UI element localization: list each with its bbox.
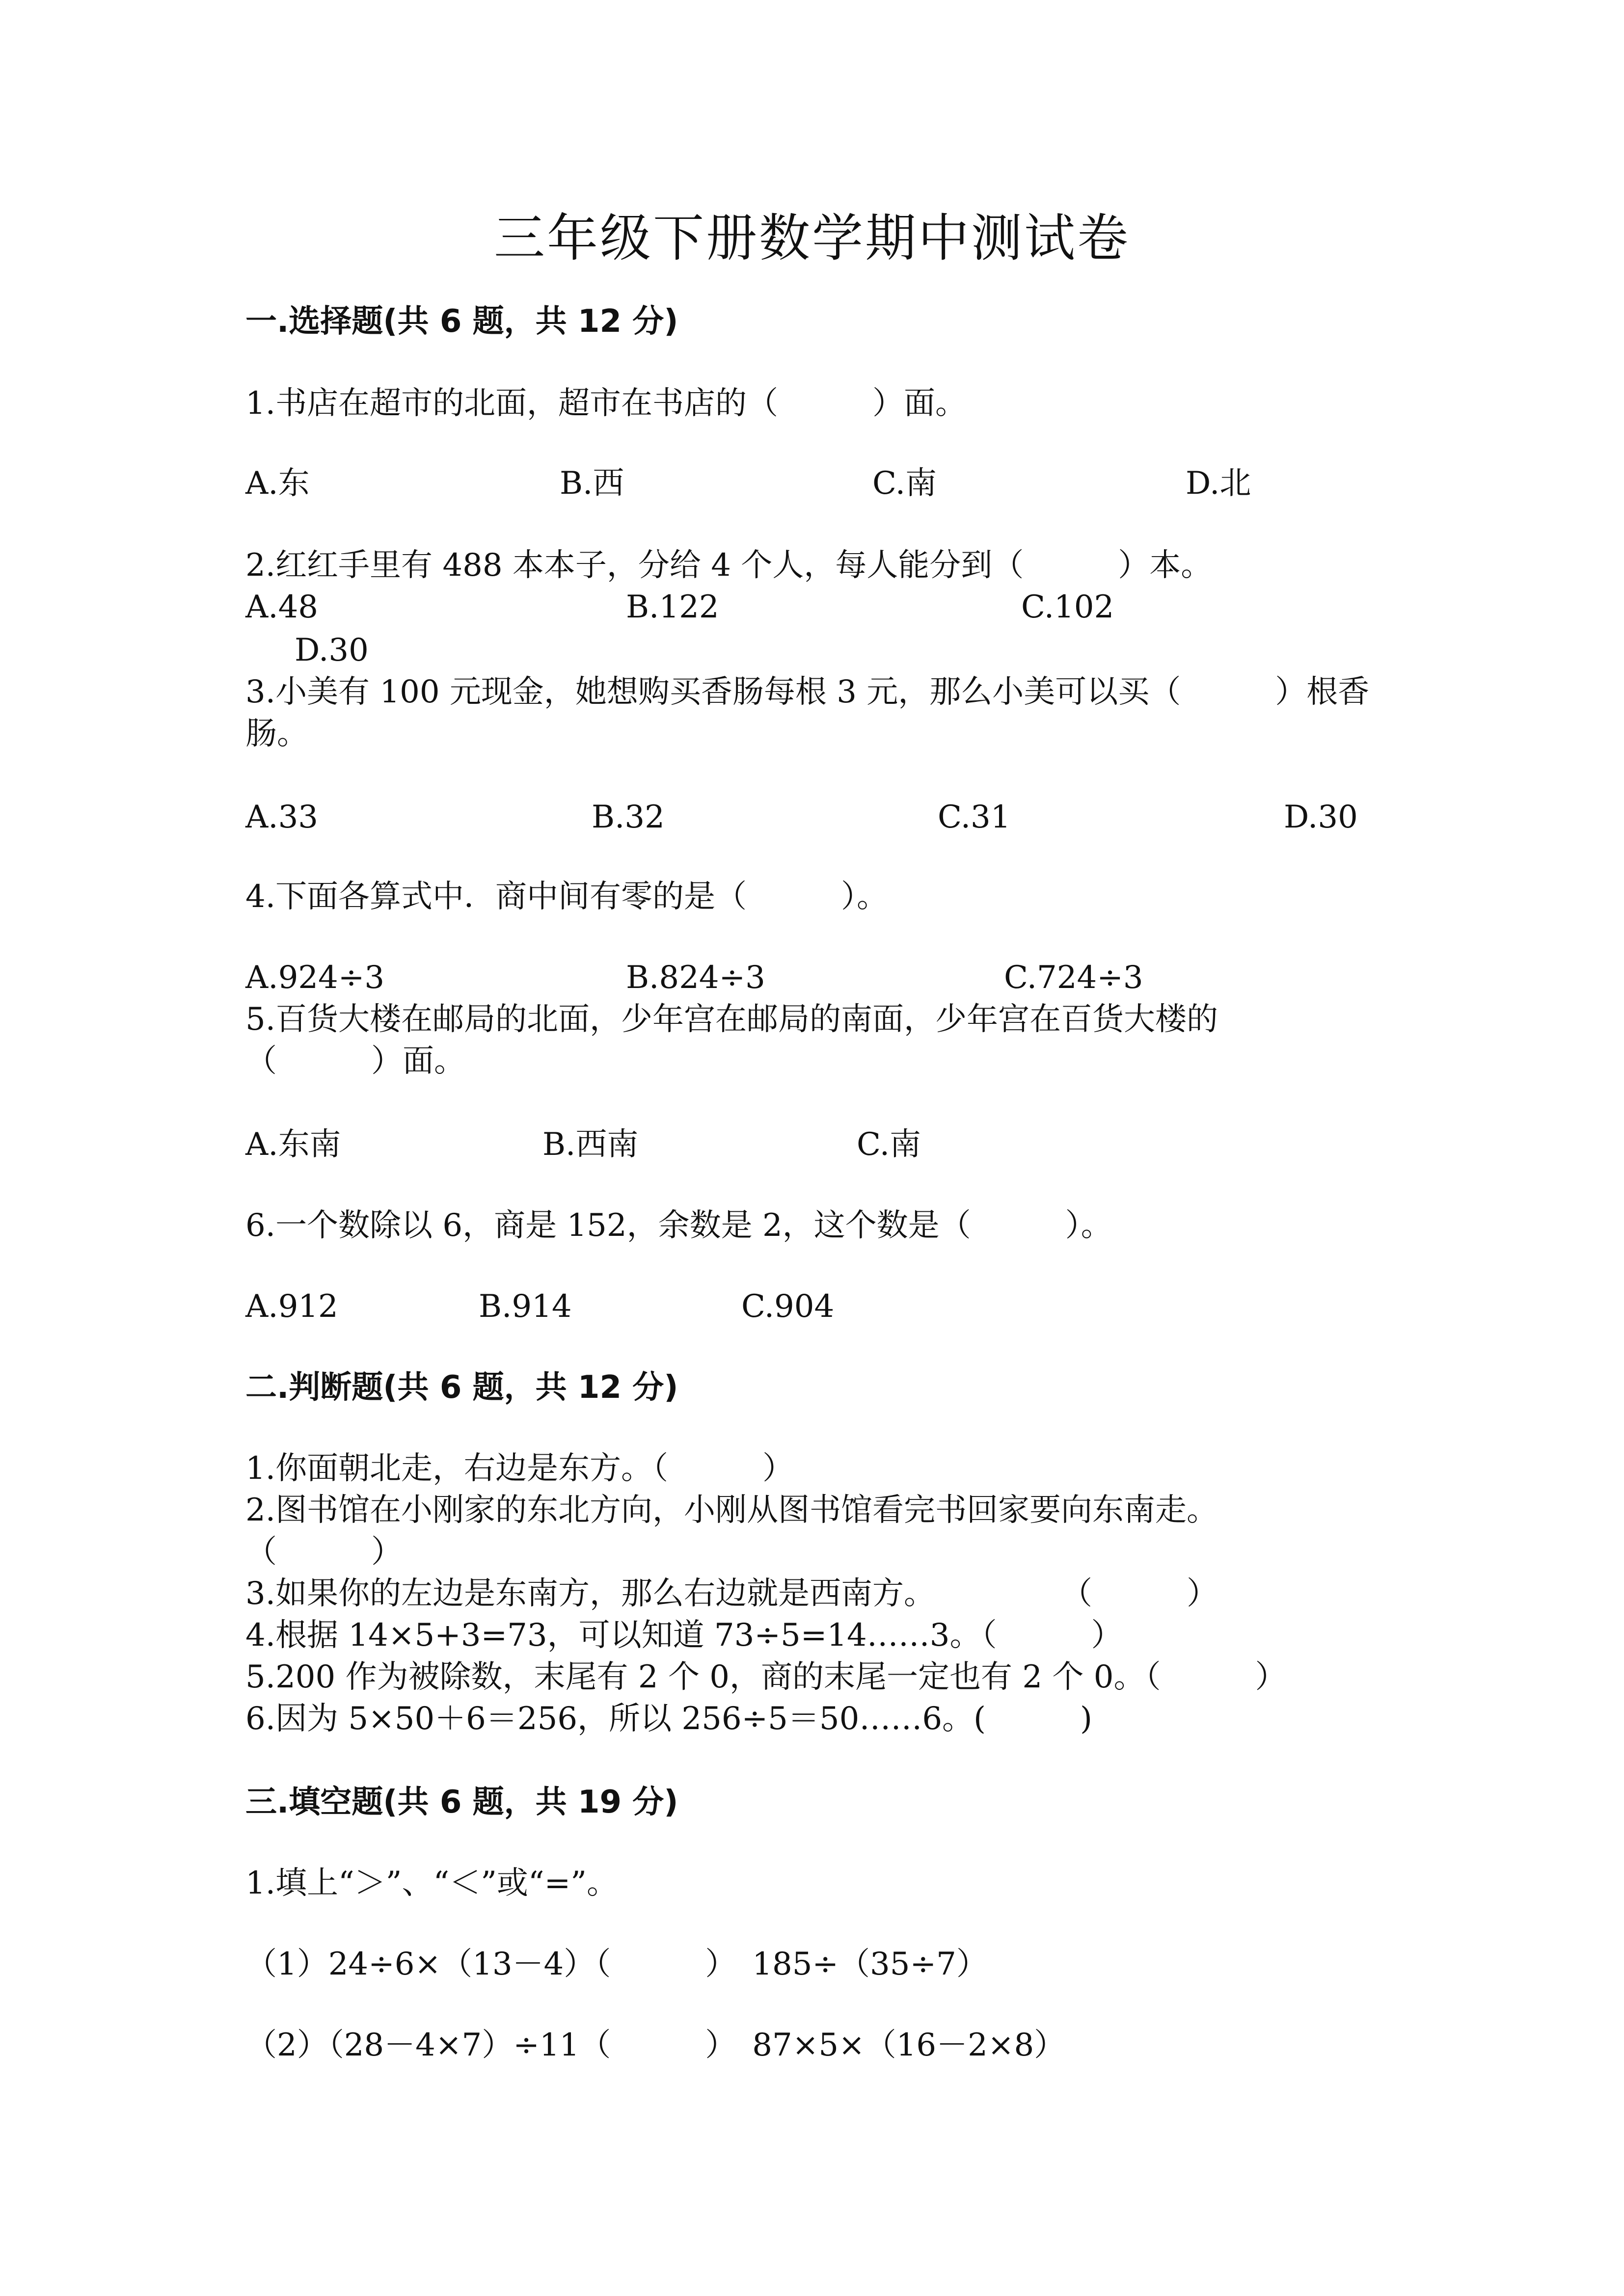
q2-option-d: D.30 [295,632,369,668]
q5-option-b: B.西南 [542,1126,639,1163]
q4-option-b: B.824÷3 [626,960,765,996]
q2-option-a: A.48 [245,589,318,625]
question-1-stem: 1.书店在超市的北面，超市在书店的（ ）面。 [245,385,967,422]
question-2-stem: 2.红红手里有 488 本本子，分给 4 个人，每人能分到（ ）本。 [245,547,1213,584]
q2-option-b: B.122 [626,589,719,625]
q5-option-a: A.东南 [245,1126,341,1163]
judge-item-5: 5.200 作为被除数，末尾有 2 个 0，商的末尾一定也有 2 个 0。（ ） [245,1659,1287,1695]
q4-option-c: C.724÷3 [1004,960,1143,996]
section-heading-judge: 二.判断题(共 6 题，共 12 分) [245,1369,678,1406]
judge-item-4: 4.根据 14×5+3=73，可以知道 73÷5=14……3。（ ） [245,1617,1123,1654]
question-5-stem-line2: （ ）面。 [245,1043,465,1079]
q1-option-b: B.西 [560,465,624,502]
question-4-stem: 4.下面各算式中．商中间有零的是（ ）。 [245,879,889,915]
q6-option-c: C.904 [741,1288,835,1325]
fill-question-1-stem: 1.填上“＞”、“＜”或“=”。 [245,1865,618,1901]
question-3-stem-line1: 3.小美有 100 元现金，她想购买香肠每根 3 元，那么小美可以买（ ）根香 [245,674,1370,710]
q6-option-b: B.914 [479,1288,572,1325]
q4-option-a: A.924÷3 [245,960,385,996]
q1-option-d: D.北 [1186,465,1251,502]
q3-option-b: B.32 [592,799,665,835]
q1-option-c: C.南 [872,465,937,502]
fill-q1-part-2: （2）（28－4×7）÷11（ ） 87×5×（16－2×8） [245,2027,1066,2063]
page-title: 三年级下册数学期中测试卷 [493,208,1130,268]
question-5-stem-line1: 5.百货大楼在邮局的北面，少年宫在邮局的南面，少年宫在百货大楼的 [245,1001,1218,1038]
judge-item-1: 1.你面朝北走，右边是东方。（ ） [245,1450,794,1487]
section-heading-fill: 三.填空题(共 6 题，共 19 分) [245,1784,678,1820]
judge-item-3: 3.如果你的左边是东南方，那么右边就是西南方。 （ ） [245,1575,1218,1612]
section-heading-choice: 一.选择题(共 6 题，共 12 分) [245,303,678,340]
q2-option-c: C.102 [1021,589,1114,625]
q6-option-a: A.912 [245,1288,338,1325]
q3-option-c: C.31 [938,799,1011,835]
q3-option-a: A.33 [245,799,318,835]
q5-option-c: C.南 [857,1126,921,1163]
q3-option-d: D.30 [1284,799,1358,835]
judge-item-6: 6.因为 5×50＋6＝256，所以 256÷5＝50……6。( ) [245,1701,1092,1737]
question-6-stem: 6.一个数除以 6，商是 152，余数是 2，这个数是（ ）。 [245,1207,1112,1244]
question-3-stem-line2: 肠。 [245,716,308,752]
fill-q1-part-1: （1）24÷6×（13－4）（ ） 185÷（35÷7） [245,1946,988,1982]
judge-item-2: 2.图书馆在小刚家的东北方向，小刚从图书馆看完书回家要向东南走。 [245,1492,1218,1528]
judge-item-2-bracket: （ ） [245,1534,403,1570]
q1-option-a: A.东 [245,465,310,502]
